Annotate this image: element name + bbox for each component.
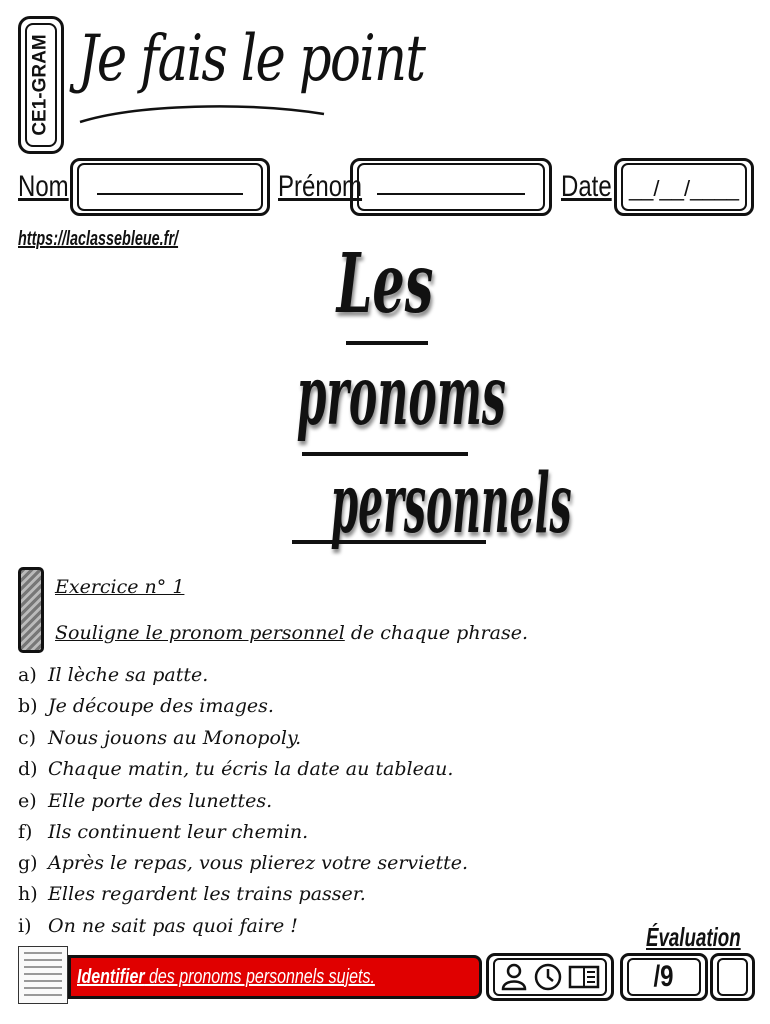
title-underline-swash <box>78 100 328 140</box>
firstname-label: Prénom <box>278 170 363 203</box>
date-field[interactable] <box>614 158 754 216</box>
date-placeholder: __/__/____ <box>628 176 740 201</box>
name-field[interactable] <box>70 158 270 216</box>
sentence-item[interactable]: a) Il lèche sa patte. <box>18 664 209 686</box>
evaluation-label: Évaluation <box>646 922 741 952</box>
topic-title-line3: personnels <box>330 456 572 552</box>
sentence-item[interactable]: i) On ne sait pas quoi faire ! <box>18 915 298 937</box>
topic-title-line2: pronoms <box>296 348 506 444</box>
person-icon <box>499 962 529 992</box>
topic-underline-1 <box>346 341 428 345</box>
exercise-marker-bar <box>18 567 44 653</box>
exercise-instruction: Souligne le pronom personnel de chaque phrase. <box>55 622 528 644</box>
sentence-item[interactable]: c) Nous jouons au Monopoly. <box>18 727 302 749</box>
exercise-title: Exercice n° 1 <box>55 576 185 598</box>
level-label: CE1-GRAM <box>30 34 51 136</box>
objective-banner <box>68 955 482 999</box>
page-title: Je fais le point <box>78 22 425 96</box>
sentence-item[interactable]: e) Elle porte des lunettes. <box>18 790 273 812</box>
sentence-item[interactable]: d) Chaque matin, tu écris la date au tableau. <box>18 758 454 780</box>
objective-text: des pronoms personnels sujets. <box>144 965 375 988</box>
score-box <box>620 953 708 1001</box>
sentence-item[interactable]: h) Elles regardent les trains passer. <box>18 883 366 905</box>
sentence-item[interactable]: f) Ils continuent leur chemin. <box>18 821 309 843</box>
topic-title-line1: Les <box>336 236 434 332</box>
name-label: Nom <box>18 170 69 203</box>
book-icon <box>567 962 601 992</box>
sentence-item[interactable]: g) Après le repas, vous plierez votre serviette. <box>18 852 469 874</box>
date-label: Date <box>561 170 612 203</box>
objective-verb: Identifier <box>77 965 145 988</box>
grade-box[interactable] <box>710 953 755 1001</box>
topic-underline-3 <box>292 540 486 544</box>
score-total: /9 <box>653 960 675 993</box>
source-url[interactable]: https://laclassebleue.fr/ <box>18 228 179 250</box>
level-badge <box>18 16 64 154</box>
clock-icon <box>533 962 563 992</box>
worksheet-thumbnail <box>18 946 68 1004</box>
firstname-field[interactable] <box>350 158 552 216</box>
sentence-item[interactable]: b) Je découpe des images. <box>18 695 274 717</box>
icon-box <box>486 953 614 1001</box>
